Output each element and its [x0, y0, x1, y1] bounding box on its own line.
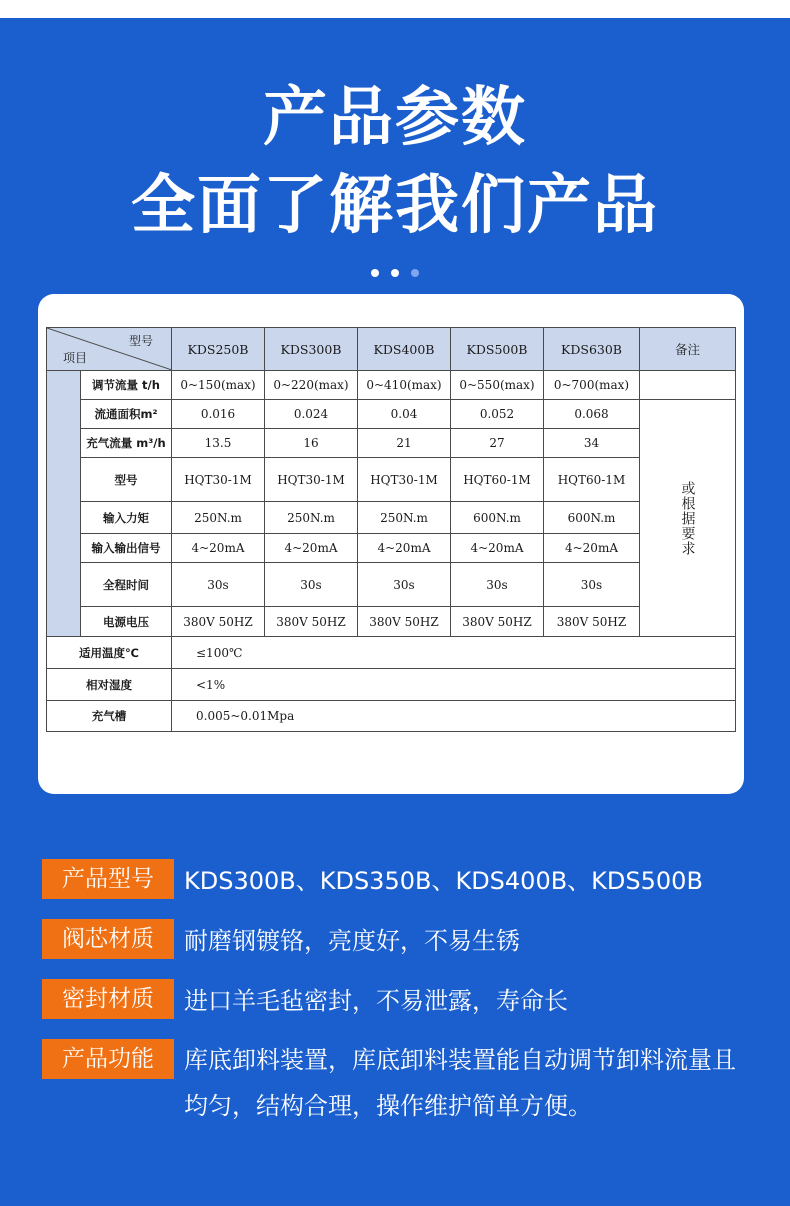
- row-label: 电源电压: [81, 607, 172, 637]
- table-cell: 380V 50HZ: [358, 607, 451, 637]
- feature-text: KDS300B、KDS350B、KDS400B、KDS500B: [184, 867, 703, 895]
- table-cell: 600N.m: [544, 502, 640, 534]
- table-row: [47, 458, 736, 502]
- row-label: 适用温度℃: [47, 637, 172, 669]
- table-cell: 30s: [172, 563, 265, 607]
- model-header: KDS400B: [358, 328, 451, 371]
- page-title: 产品参数: [263, 81, 527, 155]
- table-cell: 16: [265, 429, 358, 458]
- feature-text: 库底卸料装置，库底卸料装置能自动调节卸料流量且均匀，结构合理，操作维护简单方便。: [184, 1046, 736, 1120]
- feature-text: 进口羊毛毡密封，不易泄露，寿命长: [184, 987, 568, 1015]
- table-cell: 600N.m: [451, 502, 544, 534]
- remark-cell-empty: [640, 371, 736, 400]
- corner-cell: [47, 328, 172, 371]
- table-cell: <1%: [172, 669, 736, 701]
- table-row: [47, 371, 736, 400]
- corner-item-label: 项目: [63, 351, 88, 365]
- table-cell: HQT30-1M: [358, 458, 451, 502]
- row-label: 充气流量 m³/h: [81, 429, 172, 458]
- row-label: 输入力矩: [81, 502, 172, 534]
- table-cell: 30s: [544, 563, 640, 607]
- table-row: [47, 669, 736, 701]
- model-header: KDS500B: [451, 328, 544, 371]
- spec-card: [38, 294, 744, 794]
- table-row: [47, 563, 736, 607]
- table-cell: 4~20mA: [172, 534, 265, 563]
- table-row: [47, 502, 736, 534]
- table-cell: 0.04: [358, 400, 451, 429]
- indicator-dot: [371, 269, 379, 277]
- table-cell: 0.005~0.01Mpa: [172, 701, 736, 732]
- feature-tag: 产品型号: [42, 859, 174, 899]
- table-cell: 30s: [451, 563, 544, 607]
- table-cell: HQT60-1M: [544, 458, 640, 502]
- table-cell: 27: [451, 429, 544, 458]
- table-cell: 0~410(max): [358, 371, 451, 400]
- model-header: KDS300B: [265, 328, 358, 371]
- feature-tag: 产品功能: [42, 1039, 174, 1079]
- table-cell: 380V 50HZ: [265, 607, 358, 637]
- table-cell: 30s: [358, 563, 451, 607]
- table-cell: 0~220(max): [265, 371, 358, 400]
- table-row: [47, 607, 736, 637]
- table-cell: 0~150(max): [172, 371, 265, 400]
- indicator-dot: [411, 269, 419, 277]
- row-label: 相对湿度: [47, 669, 172, 701]
- table-cell: HQT30-1M: [265, 458, 358, 502]
- model-header: KDS250B: [172, 328, 265, 371]
- row-label: 流通面积m²: [81, 400, 172, 429]
- remark-text: 或根据要求: [679, 480, 696, 556]
- page-subtitle: 全面了解我们产品: [131, 169, 659, 243]
- remark-header: 备注: [640, 328, 736, 371]
- table-cell: 250N.m: [265, 502, 358, 534]
- table-cell: 380V 50HZ: [172, 607, 265, 637]
- table-cell: 0.068: [544, 400, 640, 429]
- table-cell: 0~550(max): [451, 371, 544, 400]
- row-label: 全程时间: [81, 563, 172, 607]
- table-cell: 380V 50HZ: [451, 607, 544, 637]
- row-label: 充气槽: [47, 701, 172, 732]
- row-label: 调节流量 t/h: [81, 371, 172, 400]
- feature-tag: 阀芯材质: [42, 919, 174, 959]
- table-cell: HQT30-1M: [172, 458, 265, 502]
- side-band: [47, 371, 81, 637]
- table-cell: 4~20mA: [265, 534, 358, 563]
- table-cell: 0.052: [451, 400, 544, 429]
- table-row: [47, 400, 736, 429]
- table-cell: 30s: [265, 563, 358, 607]
- table-cell: 380V 50HZ: [544, 607, 640, 637]
- table-header-row: [47, 328, 736, 371]
- feature-text: 耐磨钢镀铬，亮度好，不易生锈: [184, 927, 520, 955]
- table-cell: 21: [358, 429, 451, 458]
- table-cell: 0.016: [172, 400, 265, 429]
- model-header: KDS630B: [544, 328, 640, 371]
- table-cell: HQT60-1M: [451, 458, 544, 502]
- table-cell: 250N.m: [358, 502, 451, 534]
- feature-tag: 密封材质: [42, 979, 174, 1019]
- table-cell: 4~20mA: [544, 534, 640, 563]
- table-cell: 250N.m: [172, 502, 265, 534]
- page-background: [0, 18, 790, 1206]
- row-label: 输入输出信号: [81, 534, 172, 563]
- carousel-indicator: [0, 262, 790, 281]
- table-row: [47, 534, 736, 563]
- spec-table: [46, 327, 736, 732]
- row-label: 型号: [81, 458, 172, 502]
- indicator-dot: [391, 269, 399, 277]
- corner-model-label: 型号: [128, 334, 153, 348]
- table-cell: 34: [544, 429, 640, 458]
- table-row: [47, 429, 736, 458]
- table-cell: ≤100℃: [172, 637, 736, 669]
- table-row: [47, 701, 736, 732]
- table-cell: 0.024: [265, 400, 358, 429]
- remark-cell: [640, 400, 736, 637]
- table-cell: 13.5: [172, 429, 265, 458]
- table-cell: 0~700(max): [544, 371, 640, 400]
- table-row: [47, 637, 736, 669]
- table-cell: 4~20mA: [451, 534, 544, 563]
- table-cell: 4~20mA: [358, 534, 451, 563]
